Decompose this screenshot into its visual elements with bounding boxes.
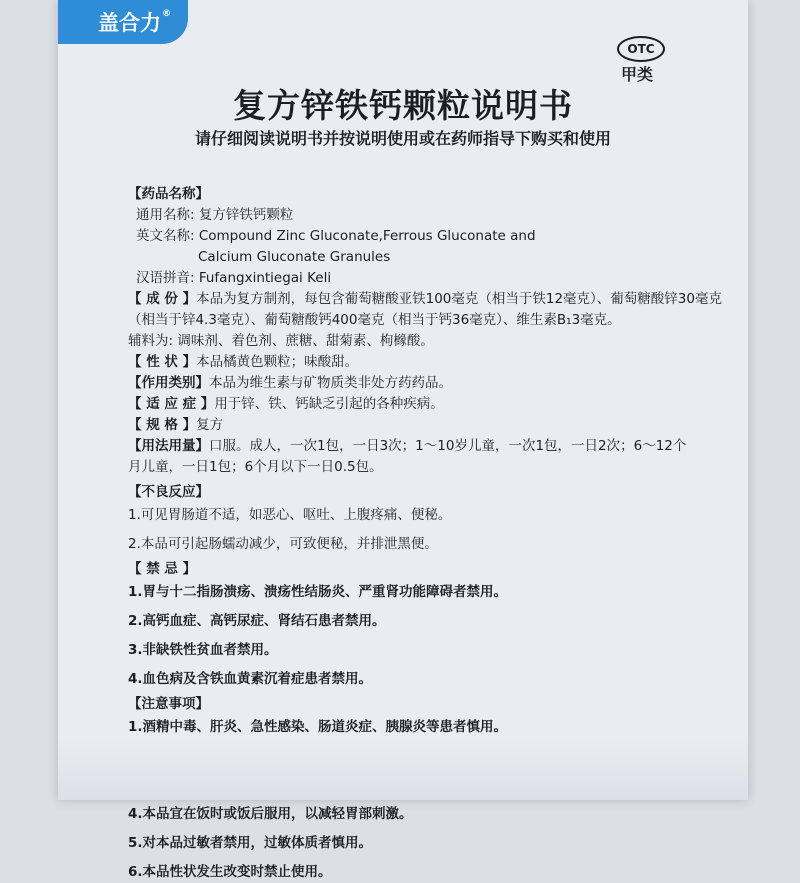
category-section — [128, 373, 728, 394]
dosage-section — [128, 436, 728, 457]
contraindication-item: 2.高钙血症、高钙尿症、肾结石患者禁用。 — [128, 613, 386, 629]
character-section — [128, 352, 728, 373]
precaution-item: 1.酒精中毒、肝炎、急性感染、肠道炎症、胰腺炎等患者慎用。 — [128, 719, 508, 735]
document-subtitle: 请仔细阅读说明书并按说明使用或在药师指导下购买和使用 — [194, 129, 611, 148]
precaution-item: 4.本品宜在饭时或饭后服用，以减轻胃部刺激。 — [128, 806, 413, 822]
character-text: 本品橘黄色颗粒；味酸甜。 — [196, 354, 359, 370]
adverse-item: 2.本品可引起肠蠕动减少，可致便秘，并排泄黑便。 — [128, 536, 438, 552]
indication-text: 用于锌、铁、钙缺乏引起的各种疾病。 — [214, 396, 444, 412]
category-label: 【作用类别】 — [128, 375, 209, 391]
drug-name-header: 【药品名称】 — [128, 186, 209, 202]
precautions-header: 【注意事项】 — [128, 696, 209, 712]
english-name-line2: Calcium Gluconate Granules — [198, 249, 391, 265]
adverse-reactions-header: 【不良反应】 — [128, 484, 209, 500]
contraindication-item: 1.胃与十二指肠溃疡、溃疡性结肠炎、严重肾功能障碍者禁用。 — [128, 584, 508, 600]
spec-section — [128, 415, 728, 436]
contraindications-header: 【 禁 忌 】 — [128, 561, 197, 577]
instruction-sheet — [58, 0, 748, 880]
page-bottom-edge — [58, 740, 748, 800]
indication-label: 【 适 应 症 】 — [128, 396, 215, 412]
otc-badge: OTC — [617, 36, 665, 62]
brand-logo — [58, 0, 188, 44]
pinyin-name: 汉语拼音: Fufangxintiegai Keli — [136, 270, 332, 286]
dosage-line2: 月儿童，一日1包；6个月以下一日0.5包。 — [128, 459, 383, 475]
precaution-item: 5.对本品过敏者禁用，过敏体质者慎用。 — [128, 835, 373, 851]
brand-name: 盖合力 — [98, 11, 161, 35]
composition-label: 【 成 份 】 — [128, 291, 197, 307]
contraindication-item: 4.血色病及含铁血黄素沉着症患者禁用。 — [128, 671, 373, 687]
precaution-item: 6.本品性状发生改变时禁止使用。 — [128, 864, 332, 880]
document-title: 复方锌铁钙颗粒说明书 — [233, 86, 573, 125]
otc-class-label: 甲类 — [621, 65, 654, 84]
spec-text: 复方 — [196, 417, 224, 433]
spec-label: 【 规 格 】 — [128, 417, 197, 433]
generic-name: 通用名称: 复方锌铁钙颗粒 — [136, 207, 294, 223]
dosage-label: 【用法用量】 — [128, 438, 209, 454]
english-name-line1: 英文名称: Compound Zinc Gluconate,Ferrous Gluconate and — [136, 228, 536, 244]
excipients: 辅料为: 调味剂、着色剂、蔗糖、甜菊素、枸橼酸。 — [128, 333, 434, 349]
character-label: 【 性 状 】 — [128, 354, 197, 370]
dosage-line1: 口服。成人，一次1包，一日3次；1～10岁儿童，一次1包，一日2次；6～12个 — [209, 438, 687, 454]
composition-section — [128, 289, 728, 331]
contraindication-item: 3.非缺铁性贫血者禁用。 — [128, 642, 278, 658]
adverse-item: 1.可见胃肠道不适，如恶心、呕吐、上腹疼痛、便秘。 — [128, 507, 452, 523]
indication-section — [128, 394, 728, 415]
category-text: 本品为维生素与矿物质类非处方药药品。 — [209, 375, 452, 391]
composition-text: 本品为复方制剂，每包含葡萄糖酸亚铁100毫克（相当于铁12毫克）、葡萄糖酸锌30毫克（相当于锌4.3毫克）、葡萄糖酸钙400毫克（相当于钙36毫克）、维生素B₁3毫克。 — [128, 291, 722, 328]
registered-mark: ® — [162, 9, 171, 19]
